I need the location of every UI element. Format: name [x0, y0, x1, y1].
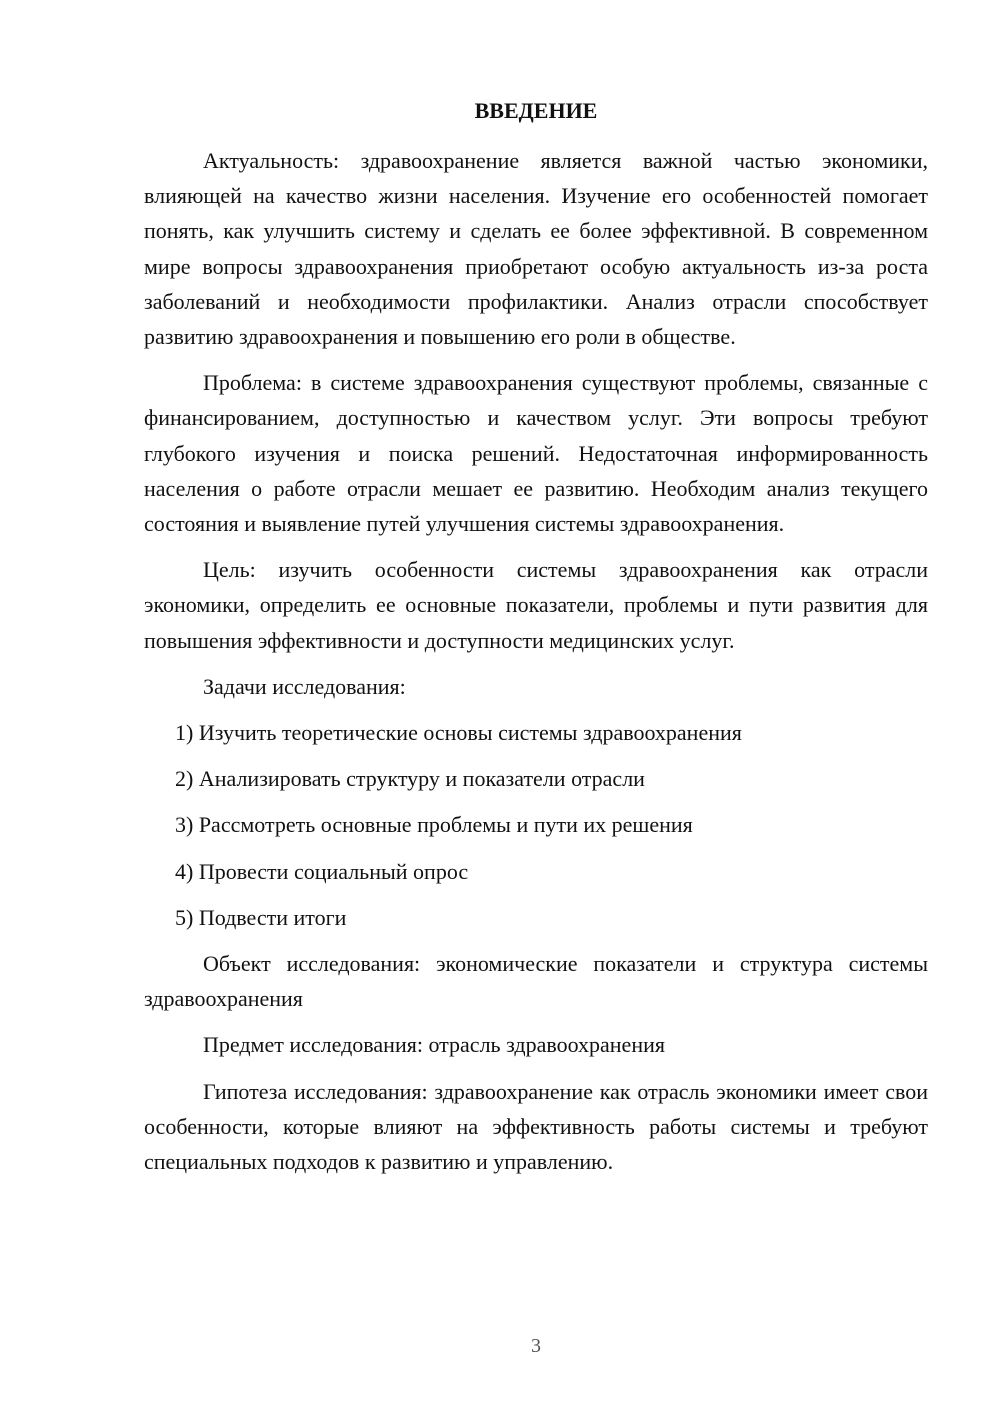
- page-title: ВВЕДЕНИЕ: [474, 98, 598, 123]
- paragraph-goal: Цель: изучить особенности системы здравоохранения как отрасли экономики, определить ее основные показатели, проблемы и пути развития для повышения эффективности и доступности медицинских услуг.: [144, 557, 928, 653]
- paragraph-object: Объект исследования: экономические показатели и структура системы здравоохранения: [144, 951, 928, 1012]
- tasks-heading: Задачи исследования:: [203, 673, 406, 699]
- task-item: 4) Провести социальный опрос: [175, 858, 469, 884]
- page-number: 3: [531, 1335, 541, 1357]
- task-item: 2) Анализировать структуру и показатели отрасли: [175, 766, 645, 792]
- task-item: 1) Изучить теоретические основы системы здравоохранения: [175, 720, 742, 746]
- paragraph-hypothesis: Гипотеза исследования: здравоохранение как отрасль экономики имеет свои особенности, которые влияют на эффективность работы системы и требуют специальных подходов к развитию и управлению.: [144, 1078, 928, 1175]
- paragraph-subject: Предмет исследования: отрасль здравоохранения: [203, 1032, 665, 1058]
- paragraph-problem: Проблема: в системе здравоохранения существуют проблемы, связанные с финансированием, доступностью и качеством услуг. Эти вопросы требуют глубокого изучения и поиска решений. Недостаточная информированность населения о работе отрасли мешает ее развитию. Необходим анализ текущего состояния и выявление путей улучшения системы здравоохранения.: [144, 370, 928, 537]
- document-body: [144, 143, 928, 1179]
- paragraph-relevance: Актуальность: здравоохранение является важной частью экономики, влияющей на качество жизни населения. Изучение его особенностей помогает понять, как улучшить систему и сделать ее более эффективной. В современном мире вопросы здравоохранения приобретают особую актуальность из-за роста заболеваний и необходимости профилактики. Анализ отрасли способствует развитию здравоохранения и повышению его роли в обществе.: [144, 148, 928, 350]
- task-item: 3) Рассмотреть основные проблемы и пути их решения: [175, 812, 693, 838]
- task-item: 5) Подвести итоги: [175, 904, 347, 930]
